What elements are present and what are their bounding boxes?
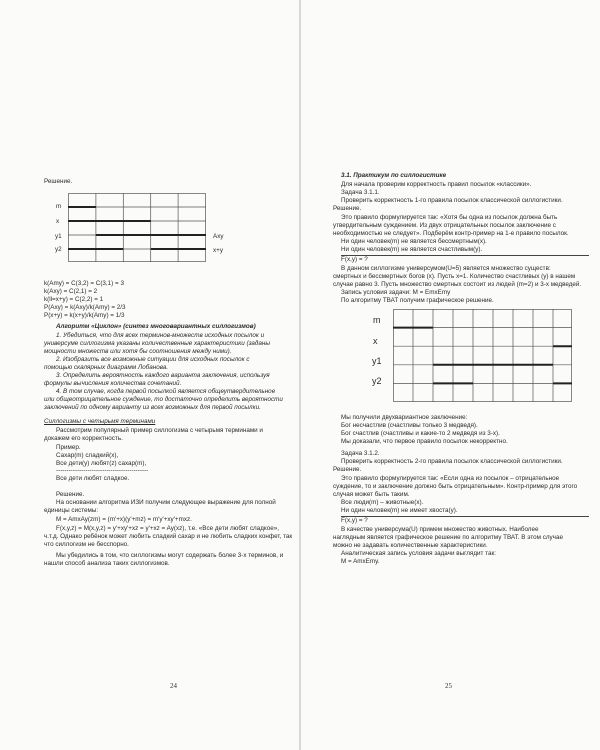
diagram2-label-y2: y2 xyxy=(372,376,382,386)
rule2-line-4: Все люди(m) – животные(x). xyxy=(341,499,424,506)
algorithm-line-9: или общеотрицательное суждение, то достаточно определить вероятности xyxy=(44,396,283,403)
universe2-line-5: M = AmxEmy. xyxy=(341,558,380,565)
scalar-diagram-2 xyxy=(393,309,573,403)
rule2-line-5: Ни один человек(m) не имеет хвоста(y). xyxy=(341,507,458,514)
four-terms-intro-2: докажем его корректность. xyxy=(44,435,123,442)
right-page xyxy=(301,0,600,750)
algorithm-line-2: универсуме силлогизма указаны количественные характеристики (заданы xyxy=(44,340,271,347)
example-conclusion: Все дети любят сладкое. xyxy=(56,475,130,482)
premises-rule-1 xyxy=(341,255,589,256)
formula-2: k(Axy) = C(2,1) = 2 xyxy=(44,288,98,295)
conclusion-line-4: Мы доказали, что первое правило посылок некорректно. xyxy=(341,438,508,445)
algorithm-line-4: 2. Изобразить все возможные ситуации для исходных посылок с xyxy=(56,356,250,363)
solution2-line-4: F(x,y,z) = M(x,y,z) = y'+xy'+xz = y'+xz = Ay(xz), т.е. «Все дети любят сладкое», xyxy=(56,525,279,532)
section-title: 3.1. Практикум по силлогистике xyxy=(341,172,447,179)
closing-line-2: нашли способ анализа таких силлогизмов. xyxy=(44,560,170,567)
algorithm-line-3: мощности множеств или хотя бы соотношения между ними). xyxy=(44,348,232,355)
rule2-line-1: Это правило формулируется так: «Если одна из посылок – отрицательное xyxy=(341,475,560,482)
page-number-left: 24 xyxy=(170,682,177,690)
algorithm-title: Алгоритм «Циклон» (синтез многовариантных силлогизмов) xyxy=(56,323,256,330)
four-terms-title: Силлогизмы с четырьмя терминами xyxy=(44,418,156,425)
four-terms-intro-1: Рассмотрим популярный пример силлогизма с четырьмя терминами и xyxy=(56,427,263,434)
solution2-line-2: единицы системы: xyxy=(44,507,99,514)
algorithm-line-1: 1. Убедиться, что для всех терминов-множеств исходных посылок и xyxy=(56,332,265,339)
example-label: Пример. xyxy=(56,444,81,451)
scalar-diagram-1 xyxy=(68,193,208,263)
fxy-1: F(x,y) = ? xyxy=(341,256,368,263)
task2-line-1: Задача 3.1.2. xyxy=(341,450,380,457)
left-page xyxy=(0,0,299,750)
universe2-line-2: наглядным является графическое решение по алгоритму ТВАТ. В этом случае xyxy=(333,534,563,541)
conclusion-line-1: Мы получили двухвариантное заключение: xyxy=(341,414,468,421)
formula-1: k(Amy) = C(3,2) = C(3,1) = 3 xyxy=(44,280,124,287)
algorithm-line-6: 3. Определить вероятность каждого варианта заключения, используя xyxy=(56,372,270,379)
solution-label: Решение. xyxy=(44,178,73,185)
task2-line-3: Решение. xyxy=(333,466,362,473)
algorithm-line-8: 4. В том случае, когда первой посылкой является общеутвердительное xyxy=(56,388,276,395)
formula-4: P(Axy) = k(Axy)/k(Amy) = 2/3 xyxy=(44,304,126,311)
diagram2-label-y1: y1 xyxy=(372,356,382,366)
solution2-line-5: ч.т.д. Однако ребёнок может любить сладкий сахар и не любить сладких конфет, так xyxy=(44,533,293,540)
diagram1-label-x: x xyxy=(56,218,60,225)
universe1-line-4: Запись условия задачи: M = EmxEmy xyxy=(341,289,451,296)
universe2-line-4: Аналитическая запись условия задачи выглядит так: xyxy=(341,550,496,557)
universe1-line-1: В данном силлогизме универсумом(U=5) является множество существ: xyxy=(341,265,551,272)
rule2-line-3: случая может быть таким. xyxy=(333,491,410,498)
conclusion-line-3: Бог счастлив (счастливы и какие-то 2 медведя из 3-х). xyxy=(341,430,500,437)
page-number-right: 25 xyxy=(445,682,452,690)
fxy-2: F(x,y) = ? xyxy=(341,517,368,524)
diagram2-label-m: m xyxy=(373,315,381,325)
universe1-line-3: случае равно 3. Пусть множество смертных состоит из людей (m=2) и 3-х медведей. xyxy=(333,281,582,288)
diagram1-label-xpy: x+y xyxy=(213,247,223,254)
diagram1-label-m: m xyxy=(56,203,62,210)
diagram2-label-x: x xyxy=(373,336,378,346)
rule2-line-2: суждение, то и заключение должно быть отрицательным». Контр-пример для этого xyxy=(333,483,578,490)
solution2-line-6: что силлогизм не бесспорно. xyxy=(44,541,129,548)
solution2-line-1: На основании алгоритма ИЗИ получим следующее выражение для полной xyxy=(56,499,276,506)
rule1-line-3: необходимостью не следует». Подберём контр-пример на 1-е правило посылок. xyxy=(333,230,569,237)
closing-line-1: Мы убедились в том, что силлогизмы могут содержать более 3-х терминов, и xyxy=(56,552,284,559)
solution2-line-3: M = AmxAy(zm) = (m'+x)(y'+mz) = m'y'+xy'+mxz. xyxy=(56,516,192,523)
conclusion-line-2: Бог несчастлив (счастливы только 3 медведя). xyxy=(341,422,478,429)
diagram1-label-axy: Axy xyxy=(213,233,224,240)
example-line-1: Сахар(m) сладкий(x), xyxy=(56,452,119,459)
universe1-line-5: По алгоритму ТВАТ получим графическое решение. xyxy=(341,297,494,304)
rule1-line-5: Ни один человек(m) не является счастливым(y). xyxy=(341,246,483,253)
rule1-line-2: утвердительным суждением. Из двух отрицательных посылок заключение с xyxy=(333,222,556,229)
premises-rule-2 xyxy=(341,516,589,517)
intro-line-1: Для начала проверим корректность правил посылок «классики». xyxy=(341,181,532,188)
task2-line-2: Проверить корректность 2-го правила посылок классической силлогистики. xyxy=(341,458,563,465)
solution2-label: Решение. xyxy=(56,491,85,498)
universe1-line-2: смертных и бессмертных богов (x). Пусть x=1. Количество счастливых (y) в нашем xyxy=(333,273,576,280)
universe2-line-3: можно не задавать количественные характеристики. xyxy=(333,542,488,549)
algorithm-line-5: помощью скалярных диаграмм Лобанова. xyxy=(44,364,169,371)
formula-5: P(x+y) = k(x+y)/k(Amy) = 1/3 xyxy=(44,312,125,319)
example-separator: -------------------------------------------- xyxy=(56,467,149,474)
diagram1-label-y2: y2 xyxy=(55,246,62,253)
rule1-line-1: Это правило формулируется так: «Хотя бы одна из посылок должна быть xyxy=(341,214,558,221)
example-line-2: Все дети(y) любят(z) сахар(m), xyxy=(56,460,147,467)
algorithm-line-10: заключений по одному варианту из всех возможных для первой посылки. xyxy=(44,404,261,411)
universe2-line-1: В качестве универсума(U) примем множество животных. Наиболее xyxy=(341,526,539,533)
rule1-line-4: Ни один человек(m) не является бессмертным(x). xyxy=(341,238,487,245)
formula-3: k(ll=x+y) = C(2,2) = 1 xyxy=(44,296,104,303)
intro-line-4: Решение. xyxy=(333,205,362,212)
intro-line-3: Проверить корректность 1-го правила посылок классической силлогистики. xyxy=(341,197,563,204)
diagram1-label-y1: y1 xyxy=(55,233,62,240)
algorithm-line-7: формулы вычисления количества сочетаний. xyxy=(44,380,182,387)
intro-line-2: Задача 3.1.1. xyxy=(341,189,380,196)
